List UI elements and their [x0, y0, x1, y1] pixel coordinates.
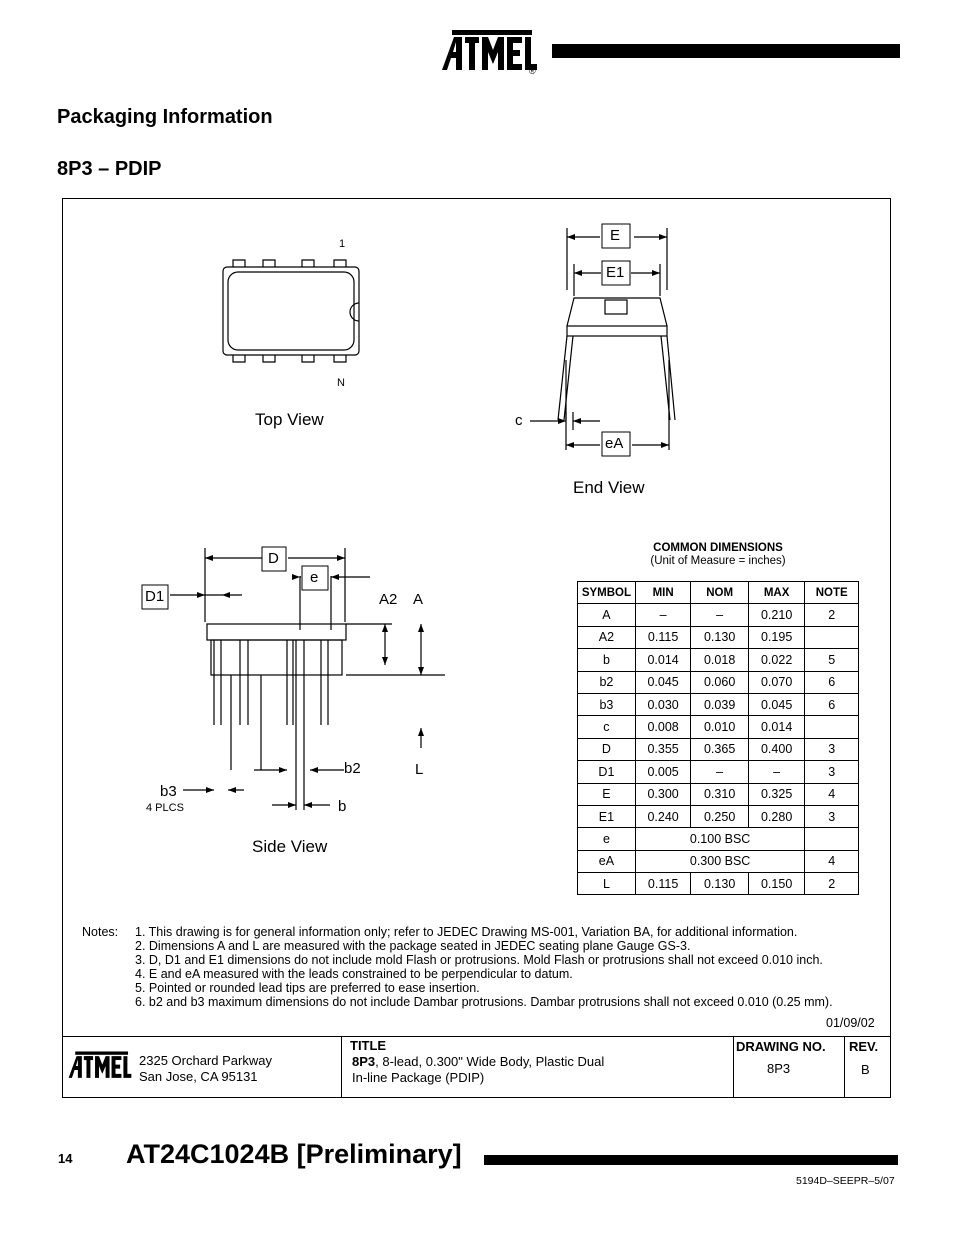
footer-bar — [484, 1155, 898, 1165]
dim-b3-label: b3 — [160, 783, 177, 800]
table-cell: b3 — [578, 693, 636, 715]
pinN-label: N — [337, 377, 345, 389]
table-cell: 0.300 BSC — [635, 850, 805, 872]
dim-eA-label: eA — [605, 435, 624, 452]
note-item: 2. Dimensions A and L are measured with the package seated in JEDEC seating plane Gauge GS-3. — [135, 939, 691, 953]
notes-label: Notes: — [82, 925, 119, 939]
table-cell: – — [635, 604, 691, 626]
dim-L-label: L — [415, 761, 424, 778]
dim-A-label: A — [413, 591, 424, 608]
rev-value: B — [861, 1062, 870, 1077]
col-header: MIN — [635, 582, 691, 604]
table-cell: 0.010 — [691, 716, 749, 738]
title-bold: 8P3 — [352, 1054, 376, 1069]
table-cell: E — [578, 783, 636, 805]
table-row — [578, 761, 859, 783]
notes-list — [135, 925, 833, 1009]
title-line2: In-line Package (PDIP) — [352, 1070, 485, 1085]
table-cell: 0.039 — [691, 693, 749, 715]
table-cell: 0.045 — [748, 693, 805, 715]
table-cell: – — [691, 604, 749, 626]
table-cell: 0.355 — [635, 738, 691, 760]
note-item: 3. D, D1 and E1 dimensions do not include mold Flash or protrusions. Mold Flash or protrusions shall not exceed 0.010 inch. — [135, 953, 823, 967]
table-cell: A2 — [578, 626, 636, 648]
table-row — [578, 828, 859, 850]
table-row — [578, 626, 859, 648]
col-header: SYMBOL — [578, 582, 636, 604]
table-cell: c — [578, 716, 636, 738]
table-row — [578, 649, 859, 671]
table-cell: 0.130 — [691, 626, 749, 648]
table-cell: 0.008 — [635, 716, 691, 738]
table-cell: 4 — [805, 783, 859, 805]
table-cell: 6 — [805, 693, 859, 715]
table-cell: 0.030 — [635, 693, 691, 715]
col-header: NOTE — [805, 582, 859, 604]
table-cell: 0.014 — [635, 649, 691, 671]
table-cell: 0.022 — [748, 649, 805, 671]
document-title: AT24C1024B [Preliminary] — [126, 1139, 462, 1169]
table-row — [578, 738, 859, 760]
table-cell: 6 — [805, 671, 859, 693]
table-row — [578, 671, 859, 693]
registered-mark: ® — [529, 66, 536, 76]
table-cell — [805, 828, 859, 850]
table-row — [578, 805, 859, 827]
rev-label: REV. — [849, 1039, 879, 1054]
table-cell — [805, 716, 859, 738]
address-line: 2325 Orchard Parkway — [139, 1053, 272, 1068]
table-cell: 0.325 — [748, 783, 805, 805]
table-cell: 0.115 — [635, 626, 691, 648]
table-row — [578, 716, 859, 738]
address-line: San Jose, CA 95131 — [139, 1069, 258, 1084]
dimensions-heading — [578, 542, 858, 567]
table-cell: 3 — [805, 805, 859, 827]
dim-b2-label: b2 — [344, 760, 361, 777]
table-cell: 3 — [805, 761, 859, 783]
note-item: 6. b2 and b3 maximum dimensions do not include Dambar protrusions. Dambar protrusions shall not exceed 0.010 (0.25 mm). — [135, 995, 833, 1009]
table-cell: 0.280 — [748, 805, 805, 827]
table-cell: 0.150 — [748, 873, 805, 895]
dim-A2-label: A2 — [379, 591, 398, 608]
table-cell: eA — [578, 850, 636, 872]
table-cell: L — [578, 873, 636, 895]
dimensions-subtitle: (Unit of Measure = inches) — [650, 555, 786, 567]
dim-E-label: E — [610, 227, 621, 244]
table-row — [578, 693, 859, 715]
drawing-date: 01/09/02 — [826, 1016, 875, 1030]
table-cell: 0.195 — [748, 626, 805, 648]
col-header: NOM — [691, 582, 749, 604]
table-row — [578, 783, 859, 805]
pin1-label: 1 — [339, 238, 346, 250]
note-item: 1. This drawing is for general information only; refer to JEDEC Drawing MS-001, Variation BA, for additional information. — [135, 925, 798, 939]
table-cell: 4 — [805, 850, 859, 872]
document-code: 5194D–SEEPR–5/07 — [796, 1175, 895, 1187]
table-cell: 0.014 — [748, 716, 805, 738]
table-cell: – — [748, 761, 805, 783]
table-cell: 0.240 — [635, 805, 691, 827]
drawing-no-value: 8P3 — [767, 1061, 791, 1076]
dim-b-label: b — [338, 798, 347, 815]
table-cell: 0.018 — [691, 649, 749, 671]
table-cell: 0.130 — [691, 873, 749, 895]
dim-E1-label: E1 — [606, 264, 625, 281]
table-cell: D1 — [578, 761, 636, 783]
table-cell: 0.365 — [691, 738, 749, 760]
table-cell: 0.045 — [635, 671, 691, 693]
table-cell: 0.310 — [691, 783, 749, 805]
table-row — [578, 873, 859, 895]
section-title: Packaging Information — [57, 106, 273, 128]
drawing-no-label: DRAWING NO. — [736, 1039, 826, 1054]
table-row — [578, 604, 859, 626]
company-address — [139, 1053, 272, 1085]
table-cell: E1 — [578, 805, 636, 827]
table-cell — [805, 626, 859, 648]
side-view-label: Side View — [252, 837, 328, 856]
table-cell: 0.070 — [748, 671, 805, 693]
table-cell: D — [578, 738, 636, 760]
table-cell: 3 — [805, 738, 859, 760]
note-item: 4. E and eA measured with the leads constrained to be perpendicular to datum. — [135, 967, 573, 981]
table-cell: b — [578, 649, 636, 671]
col-header: MAX — [748, 582, 805, 604]
atmel-logo-small — [66, 1050, 132, 1087]
title-text — [352, 1054, 604, 1086]
dimensions-title: COMMON DIMENSIONS — [653, 542, 783, 554]
title-rest: , 8-lead, 0.300" Wide Body, Plastic Dual — [375, 1054, 605, 1069]
dim-c-label: c — [515, 412, 523, 429]
plcs-label: 4 PLCS — [146, 802, 184, 814]
table-cell: 5 — [805, 649, 859, 671]
dim-D1-label: D1 — [145, 588, 165, 605]
page-number: 14 — [58, 1151, 73, 1166]
table-cell: 0.210 — [748, 604, 805, 626]
table-cell: 0.005 — [635, 761, 691, 783]
package-title: 8P3 – PDIP — [57, 158, 162, 180]
table-cell: 0.250 — [691, 805, 749, 827]
dimensions-body — [578, 604, 859, 895]
top-view-label: Top View — [255, 410, 324, 429]
dimensions-table — [577, 581, 859, 895]
table-header-row — [578, 582, 859, 604]
dim-D-label: D — [268, 550, 279, 567]
table-cell: 0.060 — [691, 671, 749, 693]
table-cell: b2 — [578, 671, 636, 693]
end-view-label: End View — [573, 478, 645, 497]
note-item: 5. Pointed or rounded lead tips are preferred to ease insertion. — [135, 981, 480, 995]
table-cell: 2 — [805, 604, 859, 626]
table-cell: e — [578, 828, 636, 850]
dim-e-label: e — [310, 569, 319, 586]
table-cell: 0.115 — [635, 873, 691, 895]
table-cell: 0.100 BSC — [635, 828, 805, 850]
table-row — [578, 850, 859, 872]
table-cell: 2 — [805, 873, 859, 895]
table-cell: – — [691, 761, 749, 783]
table-cell: A — [578, 604, 636, 626]
table-cell: 0.300 — [635, 783, 691, 805]
table-cell: 0.400 — [748, 738, 805, 760]
title-label: TITLE — [350, 1038, 387, 1053]
